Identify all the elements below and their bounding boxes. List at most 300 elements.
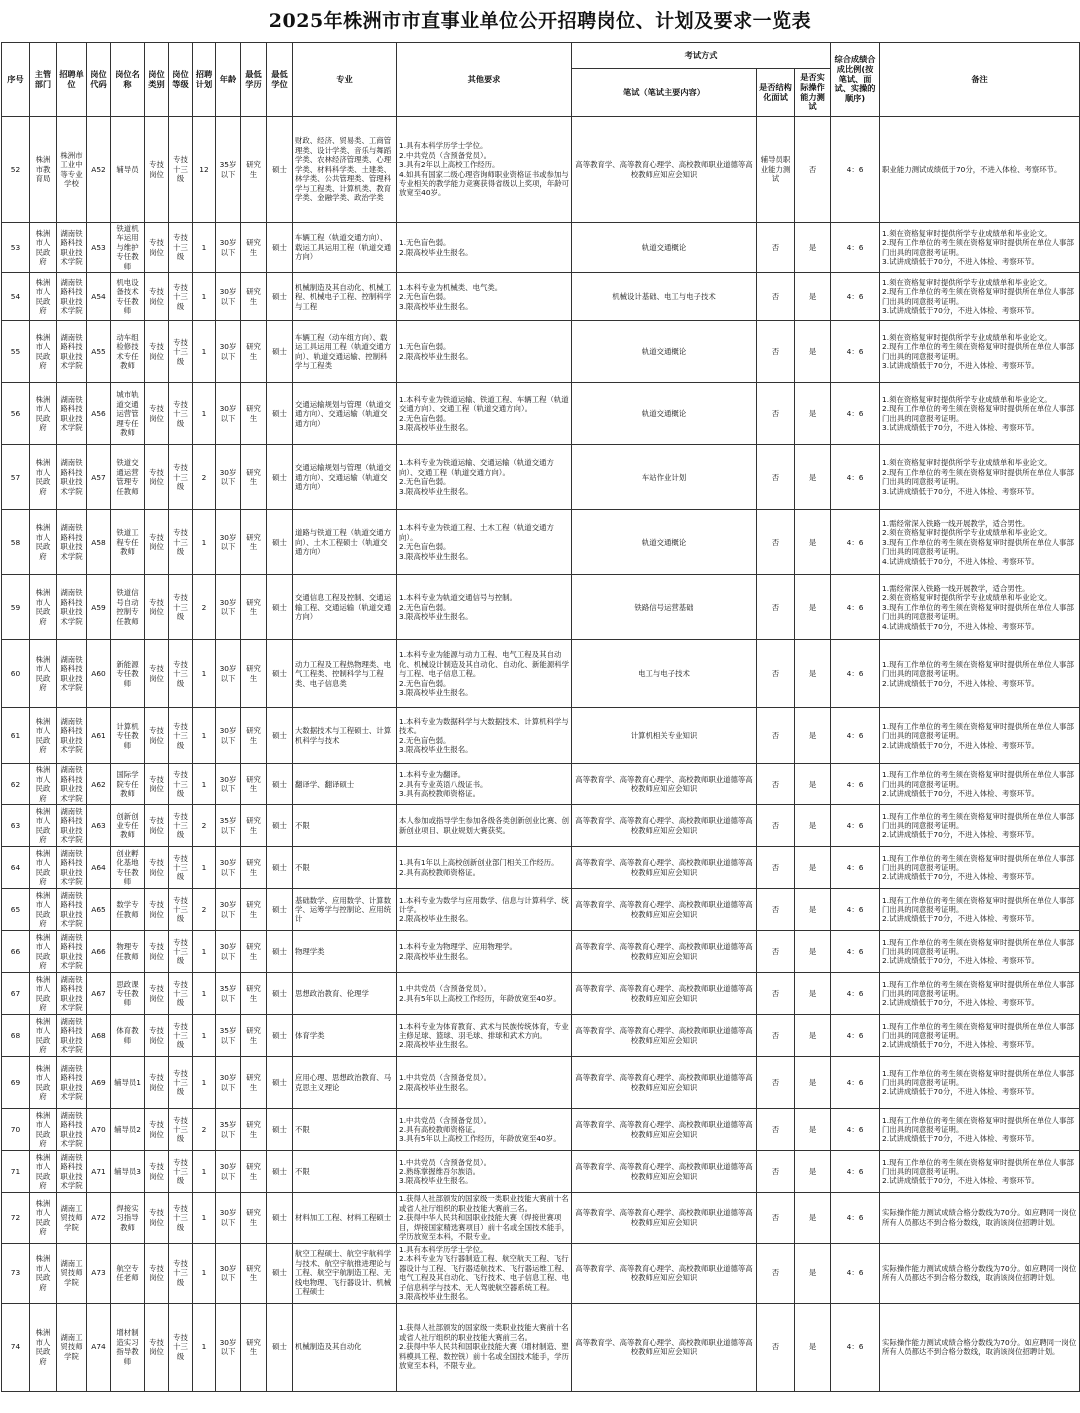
cell-plan: 1 [193,640,216,708]
cell-major: 不限 [293,1151,397,1193]
cell-remark: 实际操作能力测试成绩合格分数线为70分。如应聘同一岗位所有人员都达不到合格分数线，取消该岗位招聘计划。 [880,1193,1080,1243]
cell-code: A74 [87,1303,111,1391]
cell-major: 材料加工工程、材料工程硕士 [293,1193,397,1243]
cell-code: A57 [87,445,111,510]
cell-written: 高等教育学、高等教育心理学、高校教师职业道德等高校教师应知应会知识 [572,931,757,973]
cell-level: 专技十三级 [169,1193,193,1243]
cell-category: 专技岗位 [145,383,169,445]
cell-degree: 硕士 [267,708,293,764]
cell-remark: 1.需经常深入铁路一线开展教学，适合男性。 2.须在资格复审时提供所学专业成绩单和毕业论文。 3.现有工作单位的考生须在资格复审时提供所在单位人事部门出具的同意报考证明。 4.试讲成绩低于70分，不进入体检、考察环节。 [880,510,1080,575]
cell-seq: 64 [2,847,30,889]
table-row [2,117,1080,223]
cell-degree: 硕士 [267,575,293,640]
cell-written: 高等教育学、高等教育心理学、高校教师职业道德等高校教师应知应会知识 [572,1109,757,1151]
cell-major: 航空工程硕士、航空宇航科学与技术、航空宇航推进理论与工程、航空宇航制造工程、无线电物理、飞行器设计、机械工程硕士 [293,1243,397,1303]
cell-dept: 株洲市人民政府 [30,445,57,510]
cell-unit: 湖南工贸技师学院 [57,1303,87,1391]
cell-degree: 硕士 [267,931,293,973]
cell-major: 道路与铁道工程（轨道交通方向）、土木工程硕士（轨道交通方向） [293,510,397,575]
cell-remark: 1.现有工作单位的考生须在资格复审时提供所在单位人事部门出具的同意报考证明。 2.试讲成绩低于70分，不进入体检、考察环节。 [880,640,1080,708]
cell-category: 专技岗位 [145,1057,169,1109]
header-ratio: 综合成绩合成比例(按笔试、面试、实操的顺序) [831,43,880,117]
cell-written: 电工与电子技术 [572,640,757,708]
cell-degree: 硕士 [267,117,293,223]
cell-code: A55 [87,321,111,383]
cell-practical: 是 [795,1243,831,1303]
cell-level: 专技十三级 [169,321,193,383]
cell-unit: 湖南铁路科技职业技术学院 [57,1109,87,1151]
cell-written: 车站作业计划 [572,445,757,510]
cell-degree: 硕士 [267,889,293,931]
cell-name: 机电设备技术专任教师 [111,273,145,321]
cell-code: A61 [87,708,111,764]
cell-structured: 否 [757,445,795,510]
cell-remark: 实际操作能力测试成绩合格分数线为70分。如应聘同一岗位所有人员都达不到合格分数线，取消该岗位招聘计划。 [880,1303,1080,1391]
header-plan: 招聘计划 [193,43,216,117]
cell-code: A53 [87,223,111,273]
cell-structured: 否 [757,321,795,383]
cell-structured: 否 [757,273,795,321]
cell-name: 创业孵化基地专任教师 [111,847,145,889]
cell-age: 30岁以下 [216,445,241,510]
cell-plan: 1 [193,708,216,764]
cell-name: 增材制造实习指导教师 [111,1303,145,1391]
cell-written: 高等教育学、高等教育心理学、高校教师职业道德等高校教师应知应会知识 [572,1193,757,1243]
cell-dept: 株洲市人民政府 [30,973,57,1015]
cell-ratio: 4：6 [831,1303,880,1391]
cell-level: 专技十三级 [169,1151,193,1193]
cell-category: 专技岗位 [145,575,169,640]
cell-other: 1.本科专业为数学与应用数学、信息与计算科学、统计学。 2.限高校毕业生报名。 [397,889,572,931]
cell-age: 30岁以下 [216,1151,241,1193]
cell-level: 专技十三级 [169,889,193,931]
table-row [2,273,1080,321]
cell-other: 1.本科专业为翻译。 2.具有专业英语八级证书。 3.具有高校教师资格证。 [397,764,572,805]
cell-major: 翻译学、翻译硕士 [293,764,397,805]
cell-seq: 59 [2,575,30,640]
cell-major: 车辆工程（动车组方向）、载运工具运用工程（轨道交通方向）、轨道交通运输、控制科学与工程类 [293,321,397,383]
header-edu: 最低学历 [241,43,267,117]
header-level: 岗位等级 [169,43,193,117]
cell-unit: 湖南铁路科技职业技术学院 [57,575,87,640]
cell-unit: 湖南铁路科技职业技术学院 [57,273,87,321]
cell-other: 1.本科专业为机械类、电气类。 2.无色盲色弱。 3.限高校毕业生报名。 [397,273,572,321]
cell-category: 专技岗位 [145,805,169,847]
cell-structured: 否 [757,1303,795,1391]
cell-edu: 研究生 [241,321,267,383]
cell-dept: 株洲市人民政府 [30,805,57,847]
cell-dept: 株洲市人民政府 [30,1057,57,1109]
cell-unit: 湖南铁路科技职业技术学院 [57,223,87,273]
cell-dept: 株洲市人民政府 [30,510,57,575]
cell-practical: 是 [795,383,831,445]
cell-name: 创新创业专任教师 [111,805,145,847]
cell-category: 专技岗位 [145,1109,169,1151]
cell-unit: 湖南铁路科技职业技术学院 [57,383,87,445]
cell-structured: 否 [757,1015,795,1057]
cell-unit: 湖南铁路科技职业技术学院 [57,640,87,708]
cell-age: 30岁以下 [216,640,241,708]
cell-other: 1.中共党员（含预备党员）。 2.熟练掌握维吾尔族语。 3.限高校毕业生报名。 [397,1151,572,1193]
cell-code: A65 [87,889,111,931]
cell-practical: 是 [795,510,831,575]
cell-category: 专技岗位 [145,510,169,575]
cell-plan: 1 [193,764,216,805]
cell-plan: 1 [193,1193,216,1243]
cell-edu: 研究生 [241,1015,267,1057]
cell-practical: 是 [795,1057,831,1109]
cell-level: 专技十三级 [169,273,193,321]
cell-written: 高等教育学、高等教育心理学、高校教师职业道德等高校教师应知应会知识 [572,117,757,223]
cell-other: 1.本科专业为铁道运输、铁道工程、车辆工程（轨道交通方向）、交通工程（轨道交通方向）。 2.无色盲色弱。 3.限高校毕业生报名。 [397,383,572,445]
cell-remark: 1.现有工作单位的考生须在资格复审时提供所在单位人事部门出具的同意报考证明。 2.试讲成绩低于70分，不进入体检、考察环节。 [880,847,1080,889]
cell-code: A70 [87,1109,111,1151]
cell-major: 应用心理、思想政治教育、马克思主义理论 [293,1057,397,1109]
table-row [2,805,1080,847]
cell-degree: 硕士 [267,273,293,321]
page-title: 2025年株洲市市直事业单位公开招聘岗位、计划及要求一览表 [268,10,812,32]
cell-remark: 1.现有工作单位的考生须在资格复审时提供所在单位人事部门出具的同意报考证明。 2.试讲成绩低于70分，不进入体检、考察环节。 [880,1015,1080,1057]
cell-remark: 1.现有工作单位的考生须在资格复审时提供所在单位人事部门出具的同意报考证明。 2.试讲成绩低于70分，不进入体检、考察环节。 [880,805,1080,847]
cell-age: 30岁以下 [216,1243,241,1303]
cell-age: 35岁以下 [216,1015,241,1057]
cell-major: 交通运输规划与管理（轨道交通方向）、交通运输（轨道交通方向） [293,383,397,445]
cell-unit: 湖南工贸技师学院 [57,1243,87,1303]
cell-level: 专技十三级 [169,223,193,273]
table-row [2,1109,1080,1151]
cell-ratio: 4：6 [831,708,880,764]
cell-code: A56 [87,383,111,445]
cell-written: 高等教育学、高等教育心理学、高校教师职业道德等高校教师应知应会知识 [572,1303,757,1391]
cell-dept: 株洲市人民政府 [30,1193,57,1243]
cell-practical: 是 [795,764,831,805]
cell-remark: 1.现有工作单位的考生须在资格复审时提供所在单位人事部门出具的同意报考证明。 2.试讲成绩低于70分，不进入体检、考察环节。 [880,1057,1080,1109]
cell-written: 高等教育学、高等教育心理学、高校教师职业道德等高校教师应知应会知识 [572,889,757,931]
cell-edu: 研究生 [241,1109,267,1151]
cell-other: 1.获得人社部颁发的国家级一类职业技能大赛前十名或省人社厅组织的职业技能大赛前三名。 2.获得中华人民共和国职业技能大赛（增材制造、塑料模具工程、数控铣）前十名或全国技术能手，学历放宽至本科，不限专业。 [397,1303,572,1391]
cell-level: 专技十三级 [169,640,193,708]
cell-practical: 是 [795,321,831,383]
cell-code: A62 [87,764,111,805]
cell-plan: 1 [193,973,216,1015]
cell-other: 1.具有本科学历学士学位。 2.中共党员（含预备党员）。 3.具有2年以上高校工作经历。 4.如具有国家二级心理咨询师职业资格证书或参加与专业相关的教学能力竞赛获得省级以上奖项，年龄可放宽至40岁。 [397,117,572,223]
cell-degree: 硕士 [267,510,293,575]
cell-edu: 研究生 [241,445,267,510]
cell-level: 专技十三级 [169,117,193,223]
header-code: 岗位代码 [87,43,111,117]
cell-ratio: 4：6 [831,1015,880,1057]
cell-major: 思想政治教育、伦理学 [293,973,397,1015]
cell-other: 1.中共党员（含预备党员）。 2.具有5年以上高校工作经历，年龄放宽至40岁。 [397,973,572,1015]
cell-other: 1.具有本科学历学士学位。 2.本科专业为飞行器制造工程、航空航天工程、飞行器设计与工程、飞行器适航技术、飞行器运维工程、电气工程及其自动化、飞行技术、电子信息工程、电子信息科学与技术、无人驾驶航空器系统工程。 3.限高校毕业生报名。 [397,1243,572,1303]
table-row [2,1015,1080,1057]
cell-other: 1.本科专业为铁道工程、土木工程（轨道交通方向）。 2.无色盲色弱。 3.限高校毕业生报名。 [397,510,572,575]
cell-category: 专技岗位 [145,1243,169,1303]
cell-seq: 61 [2,708,30,764]
cell-code: A58 [87,510,111,575]
cell-structured: 否 [757,575,795,640]
cell-name: 动车组检修技术专任教师 [111,321,145,383]
cell-age: 30岁以下 [216,764,241,805]
cell-dept: 株洲市教育局 [30,117,57,223]
table-row [2,931,1080,973]
cell-ratio: 4：6 [831,764,880,805]
cell-unit: 湖南铁路科技职业技术学院 [57,321,87,383]
cell-written: 高等教育学、高等教育心理学、高校教师职业道德等高校教师应知应会知识 [572,1057,757,1109]
cell-remark: 1.须在资格复审时提供所学专业成绩单和毕业论文。 2.现有工作单位的考生须在资格复审时提供所在单位人事部门出具的同意报考证明。 3.试讲成绩低于70分，不进入体检、考察环节。 [880,321,1080,383]
cell-unit: 湖南铁路科技职业技术学院 [57,1057,87,1109]
cell-written: 计算机相关专业知识 [572,708,757,764]
table-row [2,575,1080,640]
cell-practical: 是 [795,931,831,973]
table-row [2,764,1080,805]
cell-level: 专技十三级 [169,1109,193,1151]
table-row [2,510,1080,575]
cell-remark: 1.现有工作单位的考生须在资格复审时提供所在单位人事部门出具的同意报考证明。 2.试讲成绩低于70分，不进入体检、考察环节。 [880,1109,1080,1151]
cell-dept: 株洲市人民政府 [30,889,57,931]
cell-degree: 硕士 [267,973,293,1015]
cell-level: 专技十三级 [169,1303,193,1391]
cell-unit: 湖南铁路科技职业技术学院 [57,445,87,510]
cell-age: 30岁以下 [216,273,241,321]
cell-other: 1.中共党员（含预备党员）。 2.具有高校教师资格证。 3.具有5年以上高校工作经历，年龄放宽至40岁。 [397,1109,572,1151]
cell-major: 不限 [293,847,397,889]
cell-category: 专技岗位 [145,764,169,805]
cell-written: 轨道交通概论 [572,223,757,273]
cell-practical: 否 [795,117,831,223]
cell-seq: 62 [2,764,30,805]
cell-plan: 2 [193,889,216,931]
cell-unit: 湖南铁路科技职业技术学院 [57,931,87,973]
cell-dept: 株洲市人民政府 [30,1243,57,1303]
cell-written: 机械设计基础、电工与电子技术 [572,273,757,321]
cell-age: 30岁以下 [216,575,241,640]
cell-edu: 研究生 [241,640,267,708]
cell-code: A64 [87,847,111,889]
cell-category: 专技岗位 [145,223,169,273]
cell-remark: 1.现有工作单位的考生须在资格复审时提供所在单位人事部门出具的同意报考证明。 2.试讲成绩低于70分，不进入体检、考察环节。 [880,1151,1080,1193]
cell-age: 30岁以下 [216,847,241,889]
cell-structured: 否 [757,1109,795,1151]
cell-structured: 否 [757,1193,795,1243]
header-exam: 考试方式 [572,43,831,69]
cell-unit: 湖南铁路科技职业技术学院 [57,889,87,931]
cell-major: 不限 [293,805,397,847]
cell-remark: 1.须在资格复审时提供所学专业成绩单和毕业论文。 2.现有工作单位的考生须在资格复审时提供所在单位人事部门出具的同意报考证明。 3.试讲成绩低于70分，不进入体检、考察环节。 [880,273,1080,321]
cell-degree: 硕士 [267,1243,293,1303]
cell-structured: 否 [757,640,795,708]
cell-degree: 硕士 [267,1151,293,1193]
cell-structured: 否 [757,764,795,805]
cell-degree: 硕士 [267,1109,293,1151]
cell-plan: 1 [193,1015,216,1057]
cell-practical: 是 [795,273,831,321]
cell-practical: 是 [795,1193,831,1243]
cell-plan: 1 [193,383,216,445]
cell-degree: 硕士 [267,383,293,445]
cell-other: 1.本科专业为轨道交通信号与控制。 2.无色盲色弱。 3.限高校毕业生报名。 [397,575,572,640]
header-degree: 最低学位 [267,43,293,117]
cell-ratio: 4：6 [831,117,880,223]
cell-edu: 研究生 [241,575,267,640]
header-major: 专业 [293,43,397,117]
cell-remark: 1.现有工作单位的考生须在资格复审时提供所在单位人事部门出具的同意报考证明。 2.试讲成绩低于70分，不进入体检、考察环节。 [880,764,1080,805]
cell-category: 专技岗位 [145,889,169,931]
cell-written: 高等教育学、高等教育心理学、高校教师职业道德等高校教师应知应会知识 [572,847,757,889]
cell-name: 新能源专任教师 [111,640,145,708]
cell-level: 专技十三级 [169,575,193,640]
cell-age: 30岁以下 [216,510,241,575]
cell-structured: 否 [757,1243,795,1303]
cell-plan: 1 [193,1243,216,1303]
cell-level: 专技十三级 [169,764,193,805]
cell-remark: 1.须在资格复审时提供所学专业成绩单和毕业论文。 2.现有工作单位的考生须在资格复审时提供所在单位人事部门出具的同意报考证明。 3.试讲成绩低于70分，不进入体检、考察环节。 [880,445,1080,510]
cell-major: 基础数学、应用数学、计算数学、运筹学与控制论、应用统计 [293,889,397,931]
table-row [2,383,1080,445]
cell-plan: 1 [193,847,216,889]
cell-dept: 株洲市人民政府 [30,223,57,273]
cell-ratio: 4：6 [831,973,880,1015]
cell-ratio: 4：6 [831,223,880,273]
cell-other: 1.获得人社部颁发的国家级一类职业技能大赛前十名或省人社厅组织的职业技能大赛前三名。 2.获得中华人民共和国职业技能大赛（焊接世赛项目，焊接国家精选赛项目）前十名或全国技术能手，学历放宽至本科，不限专业。 [397,1193,572,1243]
cell-plan: 1 [193,931,216,973]
cell-edu: 研究生 [241,764,267,805]
cell-dept: 株洲市人民政府 [30,273,57,321]
cell-edu: 研究生 [241,1193,267,1243]
cell-seq: 67 [2,973,30,1015]
cell-seq: 69 [2,1057,30,1109]
cell-code: A60 [87,640,111,708]
cell-age: 30岁以下 [216,931,241,973]
cell-degree: 硕士 [267,321,293,383]
cell-remark: 1.现有工作单位的考生须在资格复审时提供所在单位人事部门出具的同意报考证明。 2.试讲成绩低于70分，不进入体检、考察环节。 [880,889,1080,931]
cell-code: A63 [87,805,111,847]
cell-level: 专技十三级 [169,1015,193,1057]
cell-age: 35岁以下 [216,117,241,223]
cell-practical: 是 [795,1303,831,1391]
cell-seq: 57 [2,445,30,510]
cell-other: 1.本科专业为体育教育、武术与民族传统体育，专业主修足球、篮球、羽毛球、排球和武术方向。 2.限高校毕业生报名。 [397,1015,572,1057]
cell-structured: 否 [757,223,795,273]
cell-edu: 研究生 [241,223,267,273]
cell-edu: 研究生 [241,805,267,847]
cell-edu: 研究生 [241,117,267,223]
cell-code: A72 [87,1193,111,1243]
cell-degree: 硕士 [267,1303,293,1391]
cell-degree: 硕士 [267,847,293,889]
cell-written: 高等教育学、高等教育心理学、高校教师职业道德等高校教师应知应会知识 [572,1015,757,1057]
cell-remark: 实际操作能力测试成绩合格分数线为70分。如应聘同一岗位所有人员都达不到合格分数线，取消该岗位招聘计划。 [880,1243,1080,1303]
cell-ratio: 4：6 [831,1057,880,1109]
cell-unit: 湖南铁路科技职业技术学院 [57,510,87,575]
cell-name: 铁道交通运营管理专任教师 [111,445,145,510]
cell-category: 专技岗位 [145,1015,169,1057]
cell-practical: 是 [795,805,831,847]
recruitment-table [1,42,1080,1392]
cell-ratio: 4：6 [831,1243,880,1303]
header-seq: 序号 [2,43,30,117]
header-unit: 招聘单位 [57,43,87,117]
cell-level: 专技十三级 [169,1057,193,1109]
cell-edu: 研究生 [241,847,267,889]
cell-plan: 1 [193,1151,216,1193]
cell-practical: 是 [795,223,831,273]
cell-degree: 硕士 [267,1193,293,1243]
header-name: 岗位名称 [111,43,145,117]
cell-major: 交通信息工程及控制、交通运输工程、交通运输（轨道交通方向） [293,575,397,640]
cell-other: 1.本科专业为数据科学与大数据技术、计算机科学与技术。 2.无色盲色弱。 3.限高校毕业生报名。 [397,708,572,764]
cell-plan: 1 [193,510,216,575]
cell-age: 30岁以下 [216,889,241,931]
cell-unit: 湖南铁路科技职业技术学院 [57,973,87,1015]
cell-plan: 1 [193,321,216,383]
cell-seq: 58 [2,510,30,575]
cell-level: 专技十三级 [169,708,193,764]
cell-written: 高等教育学、高等教育心理学、高校教师职业道德等高校教师应知应会知识 [572,973,757,1015]
table-row [2,223,1080,273]
cell-seq: 66 [2,931,30,973]
cell-category: 专技岗位 [145,931,169,973]
cell-name: 铁道信号自动控制专任教师 [111,575,145,640]
table-row [2,1303,1080,1391]
cell-structured: 否 [757,931,795,973]
cell-category: 专技岗位 [145,708,169,764]
table-row [2,640,1080,708]
cell-structured: 否 [757,708,795,764]
cell-other: 1.无色盲色弱。 2.限高校毕业生报名。 [397,321,572,383]
cell-practical: 是 [795,847,831,889]
header-practical: 是否实际操作能力测试 [795,69,831,117]
cell-name: 辅导员1 [111,1057,145,1109]
cell-plan: 12 [193,117,216,223]
cell-edu: 研究生 [241,1151,267,1193]
cell-practical: 是 [795,445,831,510]
table-row [2,1151,1080,1193]
cell-unit: 湖南铁路科技职业技术学院 [57,847,87,889]
cell-structured: 否 [757,805,795,847]
cell-remark: 1.现有工作单位的考生须在资格复审时提供所在单位人事部门出具的同意报考证明。 2.试讲成绩低于70分，不进入体检、考察环节。 [880,708,1080,764]
cell-practical: 是 [795,973,831,1015]
cell-plan: 2 [193,445,216,510]
cell-seq: 71 [2,1151,30,1193]
cell-dept: 株洲市人民政府 [30,1015,57,1057]
cell-ratio: 4：6 [831,383,880,445]
cell-seq: 74 [2,1303,30,1391]
cell-degree: 硕士 [267,1057,293,1109]
cell-name: 辅导员2 [111,1109,145,1151]
cell-major: 车辆工程（轨道交通方向）、载运工具运用工程（轨道交通方向） [293,223,397,273]
cell-degree: 硕士 [267,223,293,273]
cell-major: 财政、经济、贸易类、工商管理类、设计学类、音乐与舞蹈学类、农林经济管理类、心理学类、材料科学类、土建类、林学类、公共管理类、管理科学与工程类、计算机类、教育学类、金融学类、政治学类 [293,117,397,223]
cell-remark: 1.须在资格复审时提供所学专业成绩单和毕业论文。 2.现有工作单位的考生须在资格复审时提供所在单位人事部门出具的同意报考证明。 3.试讲成绩低于70分，不进入体检、考察环节。 [880,383,1080,445]
cell-major: 机械制造及其自动化、机械工程、机械电子工程、控制科学与工程 [293,273,397,321]
cell-ratio: 4：6 [831,321,880,383]
table-row [2,1243,1080,1303]
cell-age: 30岁以下 [216,1303,241,1391]
cell-remark: 1.现有工作单位的考生须在资格复审时提供所在单位人事部门出具的同意报考证明。 2.试讲成绩低于70分，不进入体检、考察环节。 [880,931,1080,973]
cell-name: 城市轨道交通运营管理专任教师 [111,383,145,445]
cell-ratio: 4：6 [831,273,880,321]
cell-age: 35岁以下 [216,805,241,847]
cell-age: 35岁以下 [216,1109,241,1151]
cell-level: 专技十三级 [169,931,193,973]
header-remark: 备注 [880,43,1080,117]
cell-age: 30岁以下 [216,708,241,764]
table-row [2,847,1080,889]
cell-code: A54 [87,273,111,321]
cell-edu: 研究生 [241,510,267,575]
cell-category: 专技岗位 [145,445,169,510]
